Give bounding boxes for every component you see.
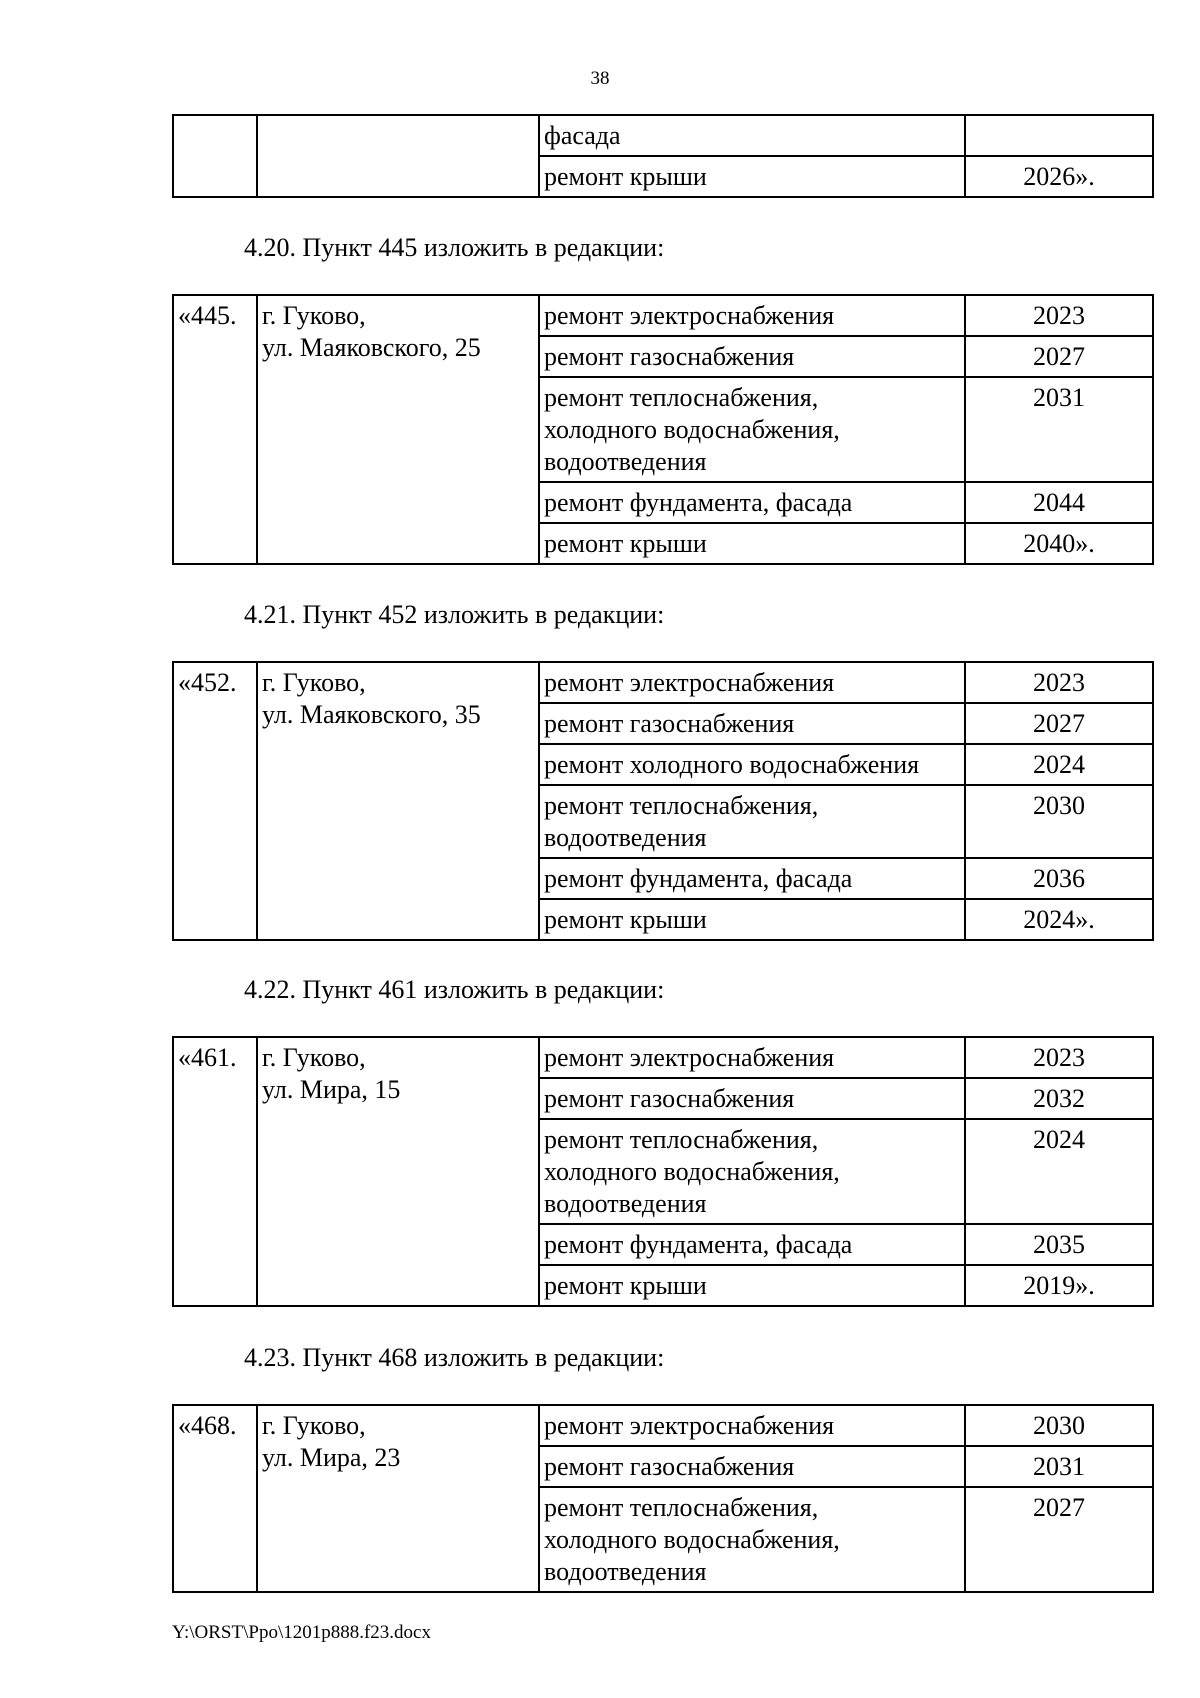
work-cell: ремонт крыши — [539, 523, 965, 564]
section-heading: 4.23. Пункт 468 изложить в редакции: — [244, 1343, 665, 1372]
work-cell: ремонт газоснабжения — [539, 1078, 965, 1119]
year-cell: 2019». — [965, 1265, 1153, 1306]
work-cell: ремонт теплоснабжения, холодного водоснабжения, водоотведения — [539, 1487, 965, 1592]
table-row — [173, 295, 1153, 336]
work-cell: ремонт крыши — [539, 1265, 965, 1306]
year-cell: 2027 — [965, 703, 1153, 744]
year-cell: 2030 — [965, 1405, 1153, 1446]
work-cell: фасада — [539, 115, 965, 156]
work-cell: ремонт теплоснабжения, холодного водоснабжения, водоотведения — [539, 1119, 965, 1224]
item-number: «461. — [173, 1037, 257, 1306]
item-address: г. Гуково, ул. Маяковского, 25 — [257, 295, 539, 564]
work-cell: ремонт электроснабжения — [539, 1405, 965, 1446]
continuation-table — [172, 114, 1154, 198]
year-cell: 2031 — [965, 377, 1153, 482]
year-cell: 2027 — [965, 1487, 1153, 1592]
work-cell: ремонт фундамента, фасада — [539, 858, 965, 899]
year-cell: 2030 — [965, 785, 1153, 858]
address-cell — [257, 115, 539, 197]
work-cell: ремонт теплоснабжения, водоотведения — [539, 785, 965, 858]
work-cell: ремонт газоснабжения — [539, 336, 965, 377]
year-cell: 2032 — [965, 1078, 1153, 1119]
number-cell — [173, 115, 257, 197]
item-table — [172, 1404, 1154, 1593]
item-address: г. Гуково, ул. Мира, 23 — [257, 1405, 539, 1592]
work-cell: ремонт электроснабжения — [539, 662, 965, 703]
work-cell: ремонт крыши — [539, 899, 965, 940]
item-number: «452. — [173, 662, 257, 940]
table-row — [173, 1405, 1153, 1446]
table-row — [173, 115, 1153, 156]
year-cell: 2023 — [965, 662, 1153, 703]
year-cell: 2036 — [965, 858, 1153, 899]
year-cell: 2027 — [965, 336, 1153, 377]
item-table — [172, 661, 1154, 941]
page-number: 38 — [590, 68, 610, 89]
work-cell: ремонт газоснабжения — [539, 1446, 965, 1487]
year-cell: 2023 — [965, 295, 1153, 336]
year-cell: 2026». — [965, 156, 1153, 197]
year-cell: 2040». — [965, 523, 1153, 564]
work-cell: ремонт фундамента, фасада — [539, 482, 965, 523]
work-cell: ремонт газоснабжения — [539, 703, 965, 744]
item-address: г. Гуково, ул. Маяковского, 35 — [257, 662, 539, 940]
work-cell: ремонт теплоснабжения, холодного водоснабжения, водоотведения — [539, 377, 965, 482]
work-cell: ремонт холодного водоснабжения — [539, 744, 965, 785]
file-path-footer: Y:\ORST\Ppo\1201p888.f23.docx — [172, 1622, 431, 1643]
year-cell: 2024 — [965, 744, 1153, 785]
year-cell: 2024». — [965, 899, 1153, 940]
item-number: «445. — [173, 295, 257, 564]
table-row — [173, 662, 1153, 703]
table-row — [173, 1037, 1153, 1078]
work-cell: ремонт электроснабжения — [539, 1037, 965, 1078]
item-address: г. Гуково, ул. Мира, 15 — [257, 1037, 539, 1306]
item-table — [172, 294, 1154, 565]
item-table — [172, 1036, 1154, 1307]
year-cell: 2035 — [965, 1224, 1153, 1265]
year-cell — [965, 115, 1153, 156]
year-cell: 2044 — [965, 482, 1153, 523]
work-cell: ремонт фундамента, фасада — [539, 1224, 965, 1265]
year-cell: 2024 — [965, 1119, 1153, 1224]
section-heading: 4.20. Пункт 445 изложить в редакции: — [244, 233, 665, 262]
year-cell: 2023 — [965, 1037, 1153, 1078]
section-heading: 4.22. Пункт 461 изложить в редакции: — [244, 975, 665, 1004]
work-cell: ремонт электроснабжения — [539, 295, 965, 336]
year-cell: 2031 — [965, 1446, 1153, 1487]
section-heading: 4.21. Пункт 452 изложить в редакции: — [244, 600, 665, 629]
work-cell: ремонт крыши — [539, 156, 965, 197]
item-number: «468. — [173, 1405, 257, 1592]
